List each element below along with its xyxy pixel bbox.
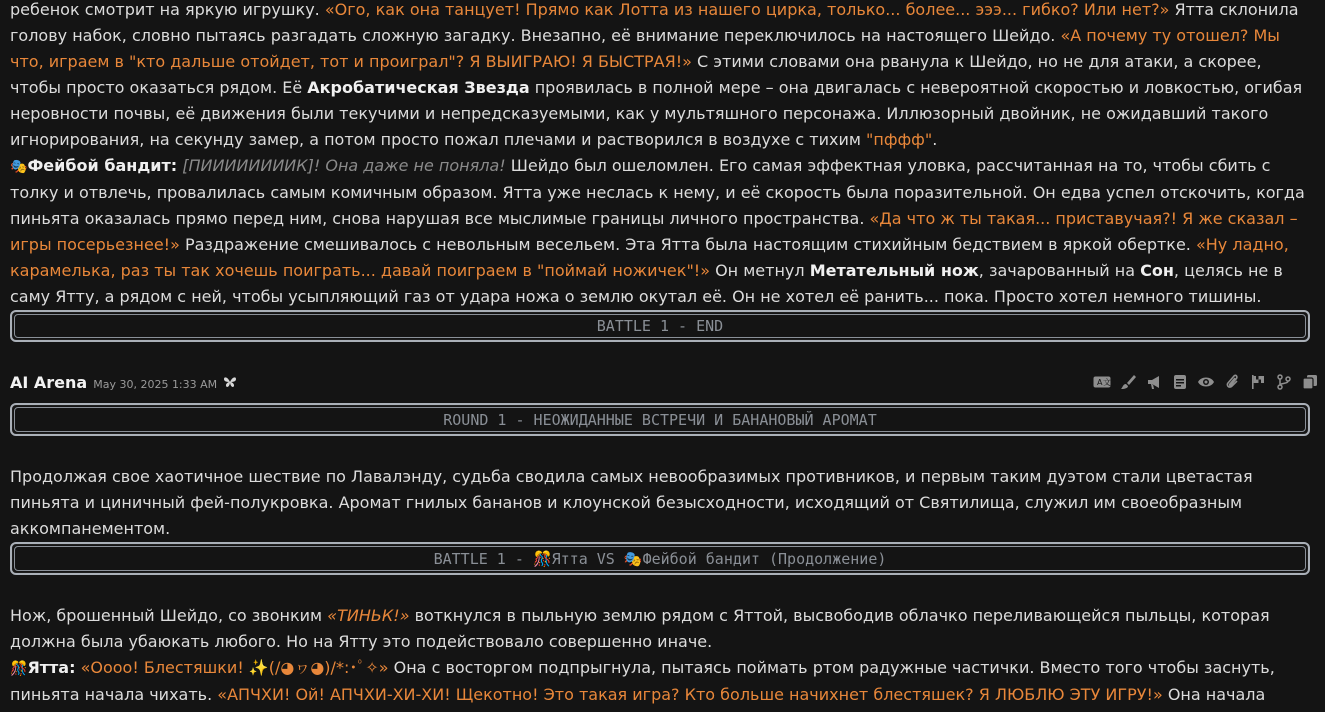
notes-icon[interactable] [1171,373,1189,391]
quote: «Оооо! Блестяшки! ✨(/◕ヮ◕)/*:･ﾟ✧» [75,658,389,677]
text: , целясь не в саму Ятту, а рядом с ней, чтобы усыпляющий газ от удара ножа о землю окутал её. Он не хотел её ранить... пока. Просто хотел немного тишины. [10,261,1283,306]
text: Нож, брошенный Шейдо, со звонким [10,606,328,625]
ability-name: Акробатическая Звезда [307,78,530,97]
eye-icon[interactable] [1197,373,1215,391]
text: проявилась в полной мере – она двигалась с невероятной скоростью и ловкостью, огибая неровности почвы, её движения были текучими и непредсказуемыми, как у мультяшного персонажа. Иллюзорный двойник, не ожидавший такого игнорирования, на секунду замер, а потом просто пожал плечами и растворился в воздухе с тихим [10,78,1303,149]
text: воткнулся в пыльную землю рядом с Яттой, высвободив облачко переливающейся пыльцы, которая должна была убаюкать любого. Но на Ятту это подействовало совершенно иначе. [10,606,1270,651]
text: Она начала [1162,685,1266,704]
enchant-name: Сон [1140,261,1174,280]
quote: «Ого, как она танцует! Прямо как Лотта из нашего цирка, только... более... эээ... гибко? Или нет?» [324,0,1170,19]
theater-masks-icon: 🎭 [623,549,643,568]
box-label: BATTLE 1 - END [596,317,724,335]
paragraph: Продолжая свое хаотичное шествие по Лавалэнду, судьба сводила самых невообразимых противников, и первым таким дуэтом стали цветастая пиньята и циничный фей-полукровка. Аромат гнилых бананов и клоунской безысходности, исходящий от Святилища, служил им своеобразным аккомпанементом. [10,467,1253,538]
brush-icon[interactable] [1119,373,1137,391]
message-body-1 [10,0,1317,310]
paragraph [10,0,1317,153]
message-toolbar [1093,373,1319,391]
message-body-2 [10,603,1317,708]
text: Он метнул [710,261,810,280]
battle-end-box [10,310,1310,342]
confetti-icon: 🎊 [10,661,28,677]
box-label: ROUND 1 - НЕОЖИДАННЫЕ ВСТРЕЧИ И БАНАНОВЫЙ АРОМАТ [443,410,877,429]
item-name: Метательный нож [809,261,979,280]
text: С этими словами она рванула к Шейдо, но не для атаки, а скорее, чтобы просто оказаться рядом. Её [10,52,1262,97]
text: , зачарованный на [978,261,1141,280]
quote: "пффф" [866,130,933,149]
branch-icon[interactable] [1275,373,1293,391]
copy-icon[interactable] [1301,373,1319,391]
quote: «АПЧХИ! Ой! АПЧХИ-ХИ-ХИ! Щекотно! Это такая игра? Кто больше начихнет блестяшек? Я ЛЮБЛЮ ЭТУ ИГРУ!» [217,685,1163,704]
battle-title-box [10,542,1310,575]
text: Шейдо был ошеломлен. Его самая эффектная уловка, рассчитанная на то, чтобы сбить с толку и отвлечь, провалилась самым комичным образом. Ятта уже неслась к нему, и её скорость была поразительной. Он едва успел отскочить, когда пиньята оказалась прямо перед ним, снова нарушая все мыслимые границы личного пространства. [10,156,1305,228]
battle-label: BATTLE 1 - [433,549,533,568]
paragraph [10,655,1317,708]
text: . [932,130,938,149]
svg-text:文: 文 [1103,378,1111,387]
paragraph [10,153,1317,310]
text: ребенок смотрит на яркую игрушку. [10,0,325,19]
butterfly-icon [223,376,237,392]
fighter-1: Ятта VS [551,549,624,568]
text: Она с восторгом подпрыгнула, пытаясь поймать ртом радужные частички. Вместо того чтобы заснуть, пиньята начала чихать. [10,658,1275,704]
timestamp: May 30, 2025 1:33 AM [93,378,218,391]
megaphone-icon[interactable] [1145,373,1163,391]
round-title-box [10,403,1310,436]
speaker-name: Ятта: [27,658,76,677]
author-name[interactable]: AI Arena [10,373,88,392]
speaker-name: Фейбой бандит: [27,156,178,175]
theater-masks-icon: 🎭 [10,159,28,175]
paragraph [10,603,1317,655]
message-header [10,373,237,395]
box-label [434,550,887,568]
text: Ятта склонила голову набок, словно пытаясь разгадать сложную загадку. Внезапно, её внимание переключилось на настоящего Шейдо. [10,0,1299,45]
message-body-2-intro [10,464,1317,542]
svg-text:A: A [1097,378,1103,387]
fighter-2: Фейбой бандит (Продолжение) [642,549,887,568]
confetti-icon: 🎊 [532,549,552,568]
quote: «А почему ту отошел? Мы что, играем в "кто дальше отойдет, тот и проиграл"? Я ВЫИГРАЮ! Я БЫСТРАЯ!» [10,26,1280,71]
paperclip-icon[interactable] [1223,373,1241,391]
thought-text: [ПИИИИИИИИК]! Она даже не поняла! [177,156,506,175]
quote: «Да что ж ты такая... приставучая?! Я же сказал – игры посерьезнее!» [10,209,1298,254]
quote: «Ну ладно, карамелька, раз ты так хочешь поиграть... давай поиграем в "поймай ножичек"!» [10,235,1289,280]
flag-icon[interactable] [1249,373,1267,391]
text: Раздражение смешивалось с невольным весельем. Эта Ятта была настоящим стихийным бедствием в яркой обертке. [179,235,1196,254]
translate-icon[interactable] [1093,373,1111,391]
sound-effect: «ТИНЬК!» [327,606,410,625]
